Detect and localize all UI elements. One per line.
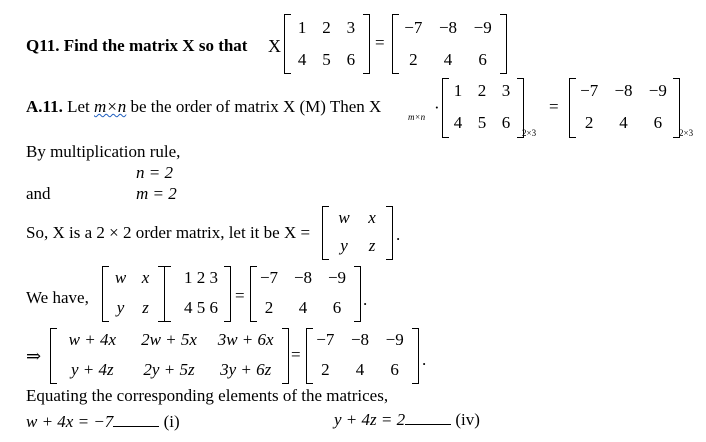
matrix-cell: −9 — [385, 330, 404, 349]
n-equation: n = 2 — [136, 163, 173, 182]
matrix-cell: w + 4x — [68, 330, 116, 349]
and-text: and — [26, 184, 51, 203]
period: . — [363, 290, 368, 309]
equation-i: w + 4x = −7 (i) — [26, 412, 180, 431]
matrix-cell: 6 — [390, 360, 399, 379]
answer-line: A.11. Let m×n be the order of matrix X (M) Then X — [26, 97, 382, 116]
equation-iv: y + 4z = 2 (iv) — [334, 410, 480, 429]
matrix-cell: 2 — [477, 81, 487, 100]
matrix-cell: 5 — [322, 50, 331, 69]
matrix-cell: 2 — [321, 360, 330, 379]
period: . — [396, 225, 401, 244]
we-have-label: We have, — [26, 288, 89, 307]
answer-label: A.11. — [26, 97, 63, 116]
matrix-cell: −7 — [259, 268, 279, 287]
matrix-cell: 4 — [453, 113, 463, 132]
matrix-cell: 3w + 6x — [217, 330, 274, 349]
implies-arrow: ⇒ — [26, 346, 42, 366]
matrix-cell: w — [114, 268, 127, 287]
equating-text: Equating the corresponding elements of the matrices, — [26, 386, 389, 405]
matrix-cell: w — [338, 208, 350, 227]
equals-sign: = — [291, 345, 301, 364]
matrix-cell: x — [368, 208, 376, 227]
matrix-cell: z — [368, 236, 376, 255]
matrix-cell: −7 — [404, 18, 423, 37]
matrix-cell: 3 — [346, 18, 356, 37]
matrix-cell: 6 — [346, 50, 356, 69]
matrix-cell: 2y + 5z — [143, 360, 195, 379]
matrix-cell: 3y + 6z — [220, 360, 272, 379]
so-line: So, X is a 2 × 2 order matrix, let it be X = — [26, 223, 311, 242]
matrix-cell: 4 — [298, 298, 308, 317]
matrix-x-symbol: X — [268, 36, 281, 56]
matrix-cell: 2 — [409, 50, 418, 69]
question-label: Q11. Find the matrix X so that — [26, 36, 248, 55]
matrix-cell: 6 — [653, 113, 663, 132]
matrix-cell: x — [141, 268, 150, 287]
matrix-cell: 2w + 5x — [141, 330, 197, 349]
matrix-cell: 4 — [443, 50, 453, 69]
equals-sign: = — [375, 33, 385, 52]
matrix-cell: −7 — [580, 81, 599, 100]
matrix-cell: 4 — [619, 113, 628, 132]
matrix-cell: y — [116, 298, 125, 317]
matrix-cell: 4 — [297, 50, 307, 69]
matrix-cell: 3 — [501, 81, 511, 100]
matrix-cell: 1 — [453, 81, 463, 100]
matrix-cell: 5 — [477, 113, 487, 132]
matrix-cell: 2 — [584, 113, 594, 132]
subscript-mxn: m×n — [408, 112, 426, 122]
matrix-cell: 6 — [501, 113, 511, 132]
matrix-cell: y + 4z — [71, 360, 114, 379]
matrix-row: 1 2 3 — [184, 268, 218, 287]
matrix-cell: −8 — [614, 81, 633, 100]
matrix-row: 4 5 6 — [184, 298, 218, 317]
matrix-cell: 6 — [478, 50, 487, 69]
rule-text: By multiplication rule, — [26, 142, 181, 161]
matrix-cell: 2 — [264, 298, 274, 317]
m-equation: m = 2 — [136, 184, 177, 203]
dimension-label: 2×3 — [522, 128, 537, 138]
matrix-cell: −7 — [316, 330, 335, 349]
period: . — [422, 350, 427, 369]
equals-sign: = — [235, 286, 245, 305]
matrix-cell: −9 — [327, 268, 347, 287]
matrix-cell: −8 — [350, 330, 370, 349]
matrix-cell: −8 — [293, 268, 313, 287]
dimension-label: 2×3 — [679, 128, 694, 138]
matrix-cell: 2 — [322, 18, 331, 37]
matrix-cell: −9 — [648, 81, 667, 100]
matrix-cell: 6 — [332, 298, 342, 317]
matrix-cell: z — [142, 298, 149, 317]
order-mxn: m×n — [94, 97, 127, 116]
matrix-cell: 4 — [355, 360, 365, 379]
matrix-cell: −8 — [438, 18, 458, 37]
equals-sign: = — [549, 97, 559, 116]
dot-operator: · — [434, 98, 440, 117]
matrix-cell: 1 — [297, 18, 307, 37]
matrix-cell: y — [340, 236, 348, 255]
matrix-cell: −9 — [473, 18, 492, 37]
